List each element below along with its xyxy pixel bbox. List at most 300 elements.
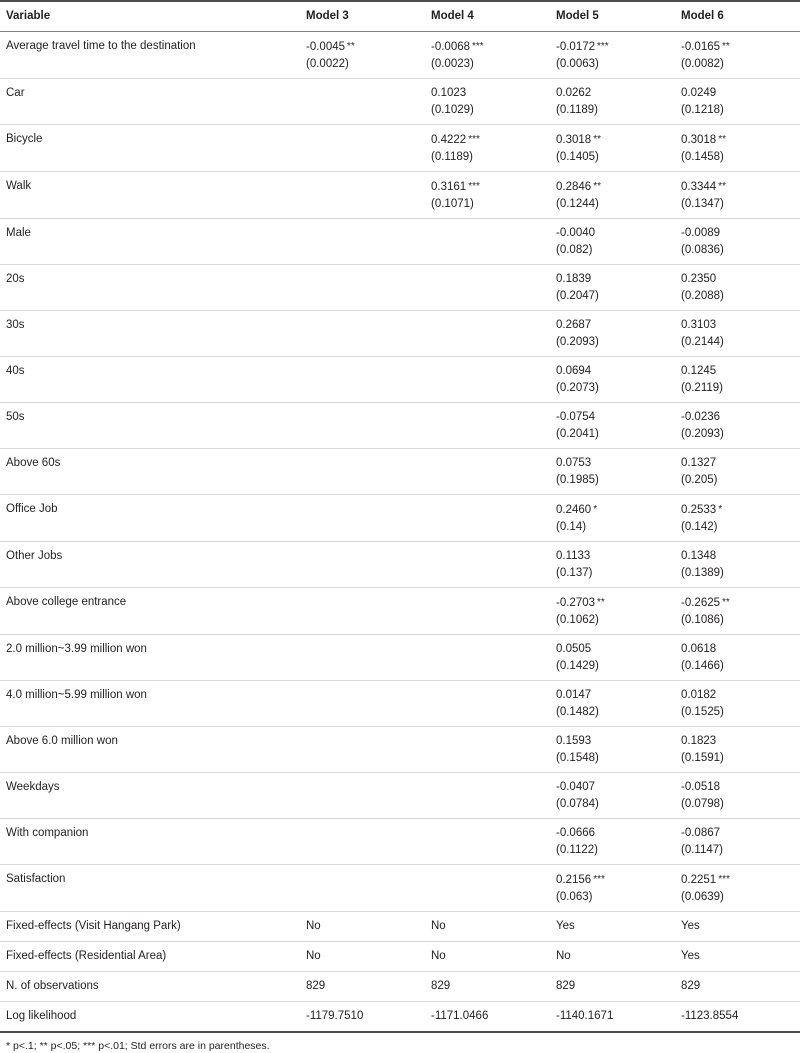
summary-value-cell bbox=[675, 972, 800, 1002]
standard-error-value: (0.1218) bbox=[681, 104, 724, 116]
estimate-cell bbox=[300, 865, 425, 912]
coefficient-value: -0.0040 bbox=[556, 227, 596, 239]
coefficient-value: 0.3018 ** bbox=[681, 134, 726, 146]
summary-value: Yes bbox=[556, 920, 575, 932]
variable-cell bbox=[0, 403, 300, 449]
summary-row bbox=[0, 942, 800, 972]
significance-stars: ** bbox=[593, 181, 601, 192]
estimate-cell-inner bbox=[425, 865, 550, 910]
estimate-cell bbox=[300, 125, 425, 172]
estimate-cell bbox=[550, 311, 675, 357]
variable-cell bbox=[0, 588, 300, 635]
estimate-cell bbox=[675, 403, 800, 449]
summary-label-cell bbox=[0, 972, 300, 1002]
standard-error-value: (0.1147) bbox=[681, 844, 723, 856]
variable-label: Weekdays bbox=[6, 781, 60, 793]
summary-value: -1179.7510 bbox=[306, 1010, 364, 1022]
estimate-cell-inner bbox=[675, 172, 800, 218]
significance-stars: * bbox=[593, 504, 598, 515]
variable-label: 20s bbox=[6, 273, 25, 285]
estimate-cell bbox=[425, 357, 550, 403]
estimate-cell bbox=[425, 265, 550, 311]
standard-error-value: (0.1591) bbox=[681, 752, 724, 764]
estimate-cell-inner bbox=[675, 495, 800, 541]
estimate-cell bbox=[425, 403, 550, 449]
estimate-cell bbox=[300, 219, 425, 265]
standard-error-value: (0.1071) bbox=[431, 198, 474, 210]
estimate-cell-inner bbox=[300, 219, 425, 264]
variable-label: Average travel time to the destination bbox=[6, 40, 196, 52]
coefficient-value: 0.1593 bbox=[556, 735, 592, 747]
coefficient-value: -0.0045 ** bbox=[306, 41, 355, 53]
estimate-cell-inner bbox=[675, 449, 800, 494]
significance-stars: ** bbox=[718, 134, 726, 145]
estimate-cell bbox=[675, 172, 800, 219]
summary-value: -1123.8554 bbox=[681, 1010, 739, 1022]
summary-value: 829 bbox=[556, 980, 576, 992]
estimate-cell bbox=[300, 311, 425, 357]
standard-error-value: (0.14) bbox=[556, 521, 587, 533]
standard-error-value: (0.0784) bbox=[556, 798, 599, 810]
coefficient-value: 0.0694 bbox=[556, 365, 592, 377]
summary-value-cell bbox=[550, 912, 675, 942]
estimate-cell-inner bbox=[550, 79, 675, 124]
coefficient-value: 0.2251 *** bbox=[681, 874, 730, 886]
table-row bbox=[0, 681, 800, 727]
estimate-cell bbox=[425, 542, 550, 588]
coefficient-value: -0.0518 bbox=[681, 781, 721, 793]
variable-label: Walk bbox=[6, 180, 32, 192]
variable-label: 40s bbox=[6, 365, 25, 377]
estimate-cell bbox=[675, 495, 800, 542]
estimate-cell bbox=[425, 219, 550, 265]
variable-cell bbox=[0, 542, 300, 588]
estimate-cell-inner bbox=[550, 635, 675, 680]
table-row bbox=[0, 172, 800, 219]
estimate-cell bbox=[550, 219, 675, 265]
significance-stars: *** bbox=[468, 181, 480, 192]
standard-error-value: (0.0022) bbox=[306, 58, 349, 70]
variable-label: Office Job bbox=[6, 503, 58, 515]
estimate-cell bbox=[300, 79, 425, 125]
standard-error-value: (0.205) bbox=[681, 474, 718, 486]
estimate-cell-inner bbox=[425, 681, 550, 726]
coefficient-value: 0.2156 *** bbox=[556, 874, 605, 886]
standard-error-value: (0.1405) bbox=[556, 151, 599, 163]
estimate-cell bbox=[675, 32, 800, 79]
table-row bbox=[0, 542, 800, 588]
variable-label: Other Jobs bbox=[6, 550, 63, 562]
estimate-cell-inner bbox=[425, 172, 550, 218]
coefficient-value: 0.2350 bbox=[681, 273, 717, 285]
significance-stars: *** bbox=[718, 874, 730, 885]
summary-value: -1171.0466 bbox=[431, 1010, 489, 1022]
variable-cell bbox=[0, 311, 300, 357]
coefficient-value: -0.0172 *** bbox=[556, 41, 609, 53]
coefficient-value: -0.0165 ** bbox=[681, 41, 730, 53]
significance-stars: *** bbox=[593, 874, 605, 885]
estimate-cell-inner bbox=[550, 865, 675, 911]
estimate-cell-inner bbox=[675, 865, 800, 911]
estimate-cell bbox=[550, 588, 675, 635]
estimate-cell-inner bbox=[300, 542, 425, 587]
coefficient-value: 0.2846 ** bbox=[556, 181, 601, 193]
variable-label: 2.0 million~3.99 million won bbox=[6, 643, 147, 655]
estimate-cell-inner bbox=[300, 311, 425, 356]
variable-cell bbox=[0, 819, 300, 865]
summary-label: N. of observations bbox=[6, 980, 99, 992]
variable-cell bbox=[0, 172, 300, 219]
coefficient-value: 0.1823 bbox=[681, 735, 717, 747]
variable-label: Above 60s bbox=[6, 457, 61, 469]
estimate-cell-inner bbox=[675, 265, 800, 310]
summary-value-cell bbox=[300, 942, 425, 972]
coefficient-value: -0.0089 bbox=[681, 227, 721, 239]
summary-value: No bbox=[306, 920, 321, 932]
summary-value-cell bbox=[550, 1002, 675, 1033]
estimate-cell-inner bbox=[425, 403, 550, 448]
estimate-cell-inner bbox=[675, 357, 800, 402]
estimate-cell bbox=[425, 172, 550, 219]
table-row bbox=[0, 403, 800, 449]
standard-error-value: (0.1244) bbox=[556, 198, 599, 210]
summary-value-cell bbox=[300, 1002, 425, 1033]
estimate-cell bbox=[300, 727, 425, 773]
estimate-cell bbox=[675, 357, 800, 403]
coefficient-value: -0.2625 ** bbox=[681, 597, 730, 609]
estimate-cell bbox=[425, 311, 550, 357]
variable-cell bbox=[0, 495, 300, 542]
variable-cell bbox=[0, 865, 300, 912]
summary-value-cell bbox=[425, 942, 550, 972]
estimate-cell-inner bbox=[550, 727, 675, 772]
significance-stars: *** bbox=[468, 134, 480, 145]
estimate-cell bbox=[425, 32, 550, 79]
standard-error-value: (0.0836) bbox=[681, 244, 724, 256]
summary-value: No bbox=[431, 950, 446, 962]
summary-value: No bbox=[556, 950, 571, 962]
coefficient-value: 0.2687 bbox=[556, 319, 592, 331]
estimate-cell-inner bbox=[300, 773, 425, 818]
coefficient-value: 0.1245 bbox=[681, 365, 717, 377]
table-row bbox=[0, 635, 800, 681]
estimate-cell bbox=[675, 219, 800, 265]
estimate-cell-inner bbox=[300, 819, 425, 864]
coefficient-value: 0.1023 bbox=[431, 87, 467, 99]
coefficient-value: -0.0068 *** bbox=[431, 41, 484, 53]
standard-error-value: (0.2041) bbox=[556, 428, 599, 440]
table-row bbox=[0, 773, 800, 819]
significance-stars: ** bbox=[347, 41, 355, 52]
estimate-cell bbox=[300, 681, 425, 727]
coefficient-value: 0.2460 * bbox=[556, 504, 598, 516]
standard-error-value: (0.082) bbox=[556, 244, 593, 256]
coefficient-value: 0.3161 *** bbox=[431, 181, 480, 193]
estimate-cell-inner bbox=[675, 219, 800, 264]
estimate-cell-inner bbox=[425, 727, 550, 772]
table-row bbox=[0, 819, 800, 865]
coefficient-value: 0.0249 bbox=[681, 87, 717, 99]
summary-value: No bbox=[431, 920, 446, 932]
estimate-cell bbox=[300, 403, 425, 449]
estimate-cell bbox=[300, 635, 425, 681]
significance-stars: ** bbox=[718, 181, 726, 192]
variable-label: 4.0 million~5.99 million won bbox=[6, 689, 147, 701]
standard-error-value: (0.063) bbox=[556, 891, 593, 903]
standard-error-value: (0.1347) bbox=[681, 198, 724, 210]
estimate-cell bbox=[675, 449, 800, 495]
estimate-cell bbox=[675, 635, 800, 681]
estimate-cell bbox=[425, 125, 550, 172]
significance-stars: ** bbox=[597, 597, 605, 608]
variable-cell bbox=[0, 265, 300, 311]
estimate-cell bbox=[425, 773, 550, 819]
estimate-cell bbox=[550, 32, 675, 79]
significance-stars: ** bbox=[722, 597, 730, 608]
estimate-cell-inner bbox=[675, 403, 800, 448]
estimate-cell-inner bbox=[425, 819, 550, 864]
estimate-cell bbox=[300, 819, 425, 865]
table-row bbox=[0, 727, 800, 773]
summary-value: Yes bbox=[681, 920, 700, 932]
coefficient-value: 0.0618 bbox=[681, 643, 717, 655]
estimate-cell-inner bbox=[550, 819, 675, 864]
standard-error-value: (0.1029) bbox=[431, 104, 474, 116]
estimate-cell-inner bbox=[300, 265, 425, 310]
variable-label: 50s bbox=[6, 411, 25, 423]
estimate-cell bbox=[425, 635, 550, 681]
coefficient-value: 0.4222 *** bbox=[431, 134, 480, 146]
table-row bbox=[0, 32, 800, 79]
column-header-model-6: Model 6 bbox=[675, 1, 800, 32]
summary-label-cell bbox=[0, 942, 300, 972]
table-row bbox=[0, 79, 800, 125]
estimate-cell bbox=[300, 32, 425, 79]
table-row bbox=[0, 495, 800, 542]
summary-label: Fixed-effects (Residential Area) bbox=[6, 950, 167, 962]
coefficient-value: 0.1348 bbox=[681, 550, 717, 562]
estimate-cell bbox=[550, 773, 675, 819]
estimate-cell bbox=[675, 727, 800, 773]
estimate-cell bbox=[300, 172, 425, 219]
estimate-cell bbox=[675, 542, 800, 588]
estimate-cell-inner bbox=[425, 219, 550, 264]
estimate-cell-inner bbox=[550, 125, 675, 171]
estimate-cell-inner bbox=[300, 681, 425, 726]
variable-cell bbox=[0, 681, 300, 727]
estimate-cell-inner bbox=[300, 449, 425, 494]
coefficient-value: 0.2533 * bbox=[681, 504, 723, 516]
estimate-cell-inner bbox=[675, 79, 800, 124]
standard-error-value: (0.1086) bbox=[681, 614, 724, 626]
standard-error-value: (0.1189) bbox=[431, 151, 473, 163]
estimate-cell bbox=[675, 265, 800, 311]
estimate-cell-inner bbox=[425, 311, 550, 356]
estimate-cell bbox=[425, 865, 550, 912]
estimate-cell bbox=[425, 681, 550, 727]
estimate-cell-inner bbox=[675, 727, 800, 772]
summary-value-cell bbox=[300, 912, 425, 942]
standard-error-value: (0.2119) bbox=[681, 382, 723, 394]
estimate-cell-inner bbox=[425, 125, 550, 171]
table-body-coefficients bbox=[0, 32, 800, 912]
estimate-cell bbox=[550, 357, 675, 403]
estimate-cell bbox=[425, 79, 550, 125]
variable-label: Above 6.0 million won bbox=[6, 735, 118, 747]
coefficient-value: 0.3018 ** bbox=[556, 134, 601, 146]
variable-label: Car bbox=[6, 87, 25, 99]
estimate-cell-inner bbox=[300, 403, 425, 448]
header-row bbox=[0, 1, 800, 32]
estimate-cell-inner bbox=[300, 125, 425, 170]
standard-error-value: (0.0023) bbox=[431, 58, 474, 70]
estimate-cell-inner bbox=[675, 311, 800, 356]
standard-error-value: (0.1482) bbox=[556, 706, 599, 718]
standard-error-value: (0.137) bbox=[556, 567, 593, 579]
table-footnote: * p<.1; ** p<.05; *** p<.01; Std errors are in parentheses. bbox=[6, 1040, 270, 1052]
estimate-cell bbox=[425, 449, 550, 495]
estimate-cell-inner bbox=[675, 588, 800, 634]
estimate-cell-inner bbox=[425, 265, 550, 310]
coefficient-value: -0.2703 ** bbox=[556, 597, 605, 609]
standard-error-value: (0.1122) bbox=[556, 844, 598, 856]
table-row bbox=[0, 449, 800, 495]
estimate-cell-inner bbox=[300, 79, 425, 124]
table-row bbox=[0, 588, 800, 635]
estimate-cell bbox=[300, 449, 425, 495]
summary-row bbox=[0, 1002, 800, 1033]
estimate-cell bbox=[550, 727, 675, 773]
summary-label: Fixed-effects (Visit Hangang Park) bbox=[6, 920, 181, 932]
standard-error-value: (0.0639) bbox=[681, 891, 724, 903]
summary-label-cell bbox=[0, 1002, 300, 1033]
estimate-cell-inner bbox=[300, 32, 425, 78]
summary-label: Log likelihood bbox=[6, 1010, 77, 1022]
estimate-cell-inner bbox=[425, 449, 550, 494]
column-header-model-4: Model 4 bbox=[425, 1, 550, 32]
column-header-variable: Variable bbox=[0, 1, 300, 32]
estimate-cell bbox=[675, 773, 800, 819]
variable-cell bbox=[0, 773, 300, 819]
summary-row bbox=[0, 972, 800, 1002]
variable-label: Satisfaction bbox=[6, 873, 66, 885]
column-header-model-5: Model 5 bbox=[550, 1, 675, 32]
estimate-cell bbox=[300, 495, 425, 542]
estimate-cell bbox=[550, 79, 675, 125]
coefficient-value: -0.0754 bbox=[556, 411, 596, 423]
summary-value: -1140.1671 bbox=[556, 1010, 614, 1022]
standard-error-value: (0.1062) bbox=[556, 614, 599, 626]
summary-value-cell bbox=[675, 1002, 800, 1033]
coefficient-value: -0.0666 bbox=[556, 827, 596, 839]
estimate-cell-inner bbox=[300, 588, 425, 633]
variable-cell bbox=[0, 727, 300, 773]
coefficient-value: 0.0147 bbox=[556, 689, 592, 701]
significance-stars: ** bbox=[722, 41, 730, 52]
estimate-cell-inner bbox=[550, 219, 675, 264]
table-row bbox=[0, 219, 800, 265]
estimate-cell-inner bbox=[550, 495, 675, 541]
variable-label: Male bbox=[6, 227, 31, 239]
estimate-cell bbox=[550, 819, 675, 865]
estimate-cell-inner bbox=[300, 727, 425, 772]
estimate-cell-inner bbox=[675, 819, 800, 864]
estimate-cell-inner bbox=[425, 79, 550, 124]
estimate-cell bbox=[300, 357, 425, 403]
estimate-cell-inner bbox=[425, 32, 550, 78]
estimate-cell-inner bbox=[425, 357, 550, 402]
variable-cell bbox=[0, 449, 300, 495]
variable-label: Above college entrance bbox=[6, 596, 127, 608]
summary-value-cell bbox=[425, 912, 550, 942]
variable-label: 30s bbox=[6, 319, 25, 331]
summary-label-cell bbox=[0, 912, 300, 942]
estimate-cell-inner bbox=[550, 32, 675, 78]
standard-error-value: (0.2047) bbox=[556, 290, 599, 302]
summary-value-cell bbox=[550, 972, 675, 1002]
standard-error-value: (0.2093) bbox=[681, 428, 724, 440]
table-row bbox=[0, 865, 800, 912]
variable-cell bbox=[0, 125, 300, 172]
variable-label: With companion bbox=[6, 827, 89, 839]
estimate-cell bbox=[300, 542, 425, 588]
estimate-cell bbox=[550, 449, 675, 495]
coefficient-value: 0.0753 bbox=[556, 457, 592, 469]
estimate-cell bbox=[675, 819, 800, 865]
estimate-cell-inner bbox=[425, 495, 550, 540]
standard-error-value: (0.2088) bbox=[681, 290, 724, 302]
summary-value: 829 bbox=[681, 980, 701, 992]
estimate-cell-inner bbox=[550, 588, 675, 634]
standard-error-value: (0.1466) bbox=[681, 660, 724, 672]
variable-cell bbox=[0, 357, 300, 403]
coefficient-value: 0.0505 bbox=[556, 643, 592, 655]
coefficient-value: 0.0262 bbox=[556, 87, 592, 99]
estimate-cell bbox=[675, 681, 800, 727]
coefficient-value: -0.0867 bbox=[681, 827, 721, 839]
standard-error-value: (0.142) bbox=[681, 521, 718, 533]
estimate-cell-inner bbox=[675, 542, 800, 587]
estimate-cell bbox=[300, 773, 425, 819]
summary-value-cell bbox=[675, 912, 800, 942]
standard-error-value: (0.1458) bbox=[681, 151, 724, 163]
summary-value-cell bbox=[675, 942, 800, 972]
coefficient-value: 0.1133 bbox=[556, 550, 591, 562]
standard-error-value: (0.1548) bbox=[556, 752, 599, 764]
estimate-cell bbox=[550, 265, 675, 311]
standard-error-value: (0.1389) bbox=[681, 567, 724, 579]
estimate-cell-inner bbox=[550, 403, 675, 448]
coefficient-value: 0.0182 bbox=[681, 689, 717, 701]
table-body-summary bbox=[0, 912, 800, 1033]
summary-value: Yes bbox=[681, 950, 700, 962]
significance-stars: * bbox=[718, 504, 723, 515]
coefficient-value: 0.3103 bbox=[681, 319, 717, 331]
estimate-cell-inner bbox=[550, 681, 675, 726]
estimate-cell-inner bbox=[300, 357, 425, 402]
table-header bbox=[0, 1, 800, 32]
estimate-cell-inner bbox=[550, 449, 675, 494]
table-row bbox=[0, 125, 800, 172]
estimate-cell bbox=[675, 125, 800, 172]
estimate-cell bbox=[550, 403, 675, 449]
estimate-cell-inner bbox=[300, 635, 425, 680]
standard-error-value: (0.0082) bbox=[681, 58, 724, 70]
estimate-cell-inner bbox=[425, 773, 550, 818]
estimate-cell bbox=[425, 495, 550, 542]
estimate-cell bbox=[550, 495, 675, 542]
estimate-cell bbox=[425, 588, 550, 635]
